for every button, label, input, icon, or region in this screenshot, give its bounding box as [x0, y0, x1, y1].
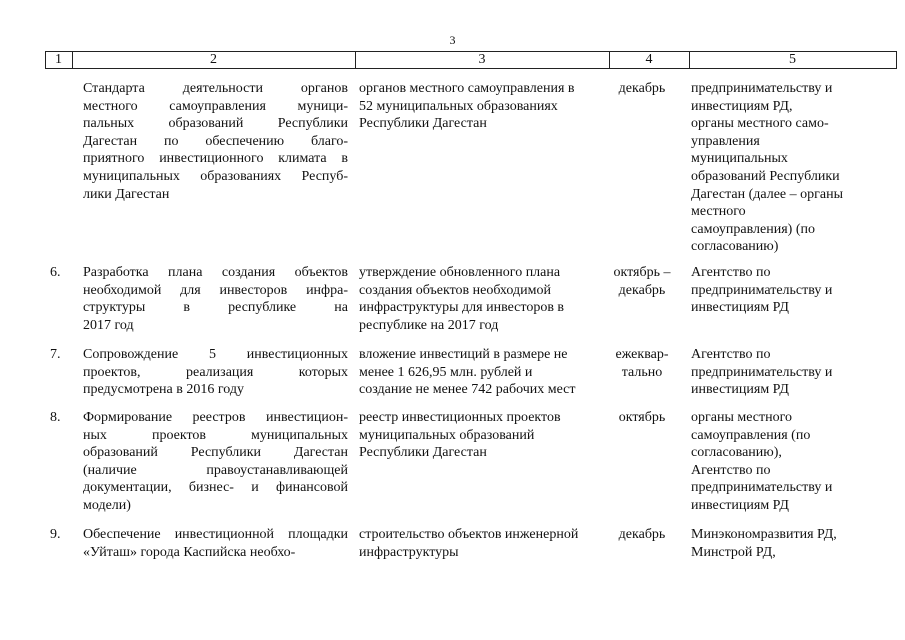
cell-line: тально [621, 364, 663, 380]
deadline-cell [604, 526, 680, 544]
cell-line: Дагестан (далее – органы [691, 186, 843, 202]
cell-line: лики Дагестан [83, 186, 170, 202]
cell-line: Республики Дагестан [359, 445, 487, 461]
cell-line: органов местного самоуправления в [359, 81, 575, 96]
activity-cell [83, 409, 348, 515]
cell-line: 2017 год [83, 317, 134, 333]
cell-line: необходимой для инвесторов инфра- [83, 282, 348, 298]
cell-line: приятного инвестиционного климата в [83, 151, 348, 167]
cell-line: 52 муниципальных образованиях [359, 98, 558, 114]
cell-line: инвестициям РД [691, 300, 789, 316]
cell-line: согласованию), [691, 445, 782, 461]
cell-line: утверждение обновленного плана [359, 265, 561, 280]
cell-line: Сопровождение 5 инвестиционных [83, 347, 348, 362]
cell-line: структуры в республике на [83, 300, 348, 316]
cell-line: Агентство по [691, 347, 771, 362]
cell-line: документации, бизнес- и финансовой [83, 480, 348, 496]
cell-line: Агентство по [691, 462, 771, 478]
cell-line: реестр инвестиционных проектов [359, 410, 561, 425]
header-cell-2: 2 [210, 52, 217, 67]
cell-line: «Уйташ» города Каспийска необхо- [83, 544, 296, 560]
cell-line: местного самоуправления муници- [83, 98, 348, 114]
deadline-cell [604, 346, 680, 381]
cell-line: инвестициям РД [691, 382, 789, 398]
cell-line: образований Республики Дагестан [83, 445, 348, 461]
cell-line: Минстрой РД, [691, 544, 776, 560]
activity-cell [83, 526, 348, 561]
cell-line: самоуправления (по [691, 427, 811, 443]
cell-line: строительство объектов инженерной [359, 527, 579, 542]
cell-line: предпринимательству и [691, 282, 833, 298]
cell-line: ежеквар- [615, 347, 669, 362]
result-cell [359, 346, 599, 399]
result-cell [359, 409, 599, 462]
cell-line: Формирование реестров инвестицион- [83, 410, 348, 425]
cell-line: республике на 2017 год [359, 317, 499, 333]
cell-line: предпринимательству и [691, 480, 833, 496]
cell-line: создания объектов необходимой [359, 282, 551, 298]
cell-line: модели) [83, 497, 131, 513]
cell-line: муниципальных [691, 151, 788, 167]
row-number: 7. [50, 347, 61, 362]
cell-line: вложение инвестиций в размере не [359, 347, 568, 362]
cell-line: инфраструктуры [359, 544, 459, 560]
responsible-cell [691, 346, 891, 399]
deadline-cell [604, 80, 680, 98]
cell-line: Стандарта деятельности органов [83, 81, 348, 96]
header-cell-3: 3 [478, 52, 486, 67]
row-number: 6. [50, 265, 61, 280]
cell-line: образований Республики [691, 168, 840, 184]
cell-line: согласованию) [691, 239, 779, 255]
activity-cell [83, 80, 348, 203]
result-cell [359, 80, 599, 133]
cell-line: Обеспечение инвестиционной площадки [83, 527, 348, 542]
cell-line: создание не менее 742 рабочих мест [359, 382, 576, 398]
cell-line: инвестициям РД, [691, 98, 793, 114]
cell-line: декабрь [618, 282, 666, 298]
header-cell-4: 4 [645, 52, 653, 67]
result-cell [359, 526, 599, 561]
cell-line: Республики Дагестан [359, 116, 487, 132]
cell-line: предпринимательству и [691, 364, 833, 380]
activity-cell [83, 264, 348, 334]
responsible-cell [691, 526, 891, 561]
cell-line: декабрь [618, 81, 666, 96]
cell-line: органы местного само- [691, 116, 829, 132]
cell-line: местного [691, 204, 746, 220]
responsible-cell [691, 264, 891, 317]
cell-line: (наличие правоустанавливающей [83, 462, 348, 478]
table-header-row [45, 51, 897, 69]
deadline-cell [604, 409, 680, 427]
deadline-cell [604, 264, 680, 299]
header-cell-5: 5 [789, 52, 796, 67]
cell-line: менее 1 626,95 млн. рублей и [359, 364, 533, 380]
cell-line: пальных образований Республики [83, 116, 348, 132]
header-cell-1: 1 [55, 52, 62, 67]
cell-line: управления [691, 133, 760, 149]
cell-line: октябрь [618, 410, 666, 425]
activity-cell [83, 346, 348, 399]
cell-line: предусмотрена в 2016 году [83, 382, 244, 398]
cell-line: Минэкономразвития РД, [691, 527, 837, 542]
cell-line: муниципальных образованиях Респуб- [83, 168, 348, 184]
cell-line: инвестициям РД [691, 497, 789, 513]
result-cell [359, 264, 599, 334]
cell-line: органы местного [691, 410, 792, 425]
row-number: 8. [50, 410, 61, 425]
cell-line: предпринимательству и [691, 81, 833, 96]
cell-line: ных проектов муниципальных [83, 427, 348, 443]
cell-line: самоуправления) (по [691, 221, 815, 237]
cell-line: октябрь – [613, 265, 671, 280]
cell-line: инфраструктуры для инвесторов в [359, 300, 565, 316]
cell-line: муниципальных образований [359, 427, 535, 443]
row-number: 9. [50, 527, 61, 542]
page-number: 3 [449, 33, 456, 47]
responsible-cell [691, 80, 891, 256]
responsible-cell [691, 409, 891, 515]
cell-line: Разработка плана создания объектов [83, 265, 348, 280]
cell-line: декабрь [618, 527, 666, 542]
cell-line: проектов, реализация которых [83, 364, 348, 380]
cell-line: Агентство по [691, 265, 771, 280]
cell-line: Дагестан по обеспечению благо- [83, 133, 348, 149]
